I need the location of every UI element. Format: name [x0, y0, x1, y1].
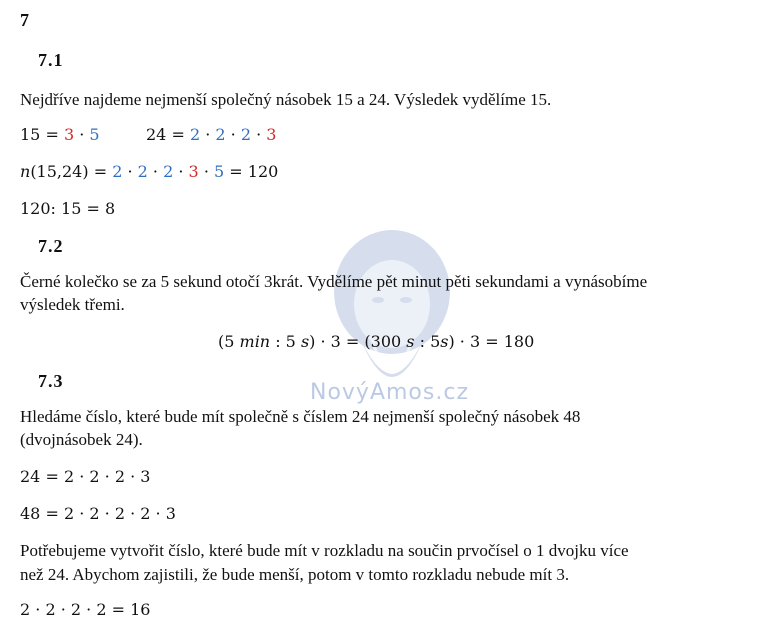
- lcm-equation: n(15,24) = 2 · 2 · 2 · 3 · 5 = 120: [20, 162, 279, 181]
- factorization-24-b: 24 = 2 · 2 · 2 · 3: [20, 467, 151, 486]
- factorization-16: 2 · 2 · 2 · 2 = 16: [20, 600, 151, 619]
- heading-7-3: 7.3: [38, 371, 64, 391]
- factorization-15: 15 = 3 · 5: [20, 125, 100, 144]
- heading-7-1: 7.1: [38, 50, 64, 70]
- part3-text-line1: Hledáme číslo, které bude mít společně s číslem 24 nejmenší společný násobek 48: [20, 407, 581, 426]
- part1-intro: Nejdříve najdeme nejmenší společný násobek 15 a 24. Výsledek vydělíme 15.: [20, 90, 552, 109]
- rotation-equation: (5 min : 5 s) · 3 = (300 s : 5s) · 3 = 180: [218, 332, 535, 351]
- division-result: 120: 15 = 8: [20, 199, 116, 218]
- part3-text-line2: (dvojnásobek 24).: [20, 430, 143, 449]
- part2-text-line1: Černé kolečko se za 5 sekund otočí 3krát. Vydělíme pět minut pěti sekundami a vynásobíme: [20, 272, 648, 291]
- factorization-24: 24 = 2 · 2 · 2 · 3: [146, 125, 277, 144]
- heading-7-2: 7.2: [38, 236, 64, 256]
- part3-text-line3: Potřebujeme vytvořit číslo, které bude mít v rozkladu na součin prvočísel o 1 dvojku více: [20, 541, 629, 560]
- part2-text-line2: výsledek třemi.: [20, 295, 125, 314]
- part3-text-line4: než 24. Abychom zajistili, že bude menší, potom v tomto rozkladu nebude mít 3.: [20, 565, 570, 584]
- factorization-48: 48 = 2 · 2 · 2 · 2 · 3: [20, 504, 176, 523]
- watermark-text: NovýAmos.cz: [310, 380, 469, 405]
- section-number: 7: [20, 10, 29, 30]
